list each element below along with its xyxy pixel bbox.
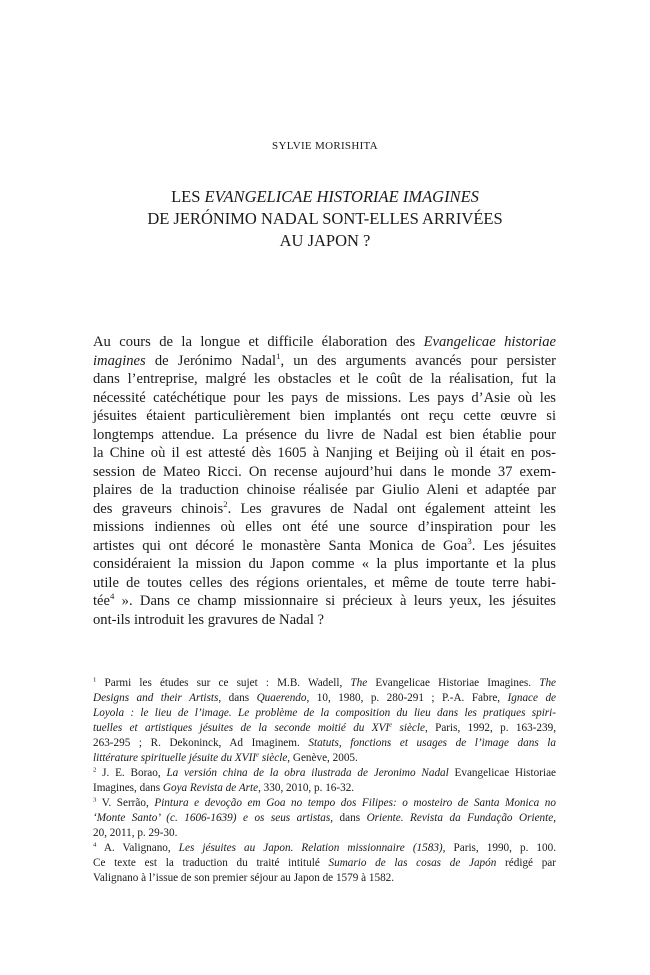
text: , dans — [218, 692, 257, 704]
text: Parmi les études sur ce sujet : M.B. Wadell, — [104, 677, 351, 689]
italic-text: siècle — [259, 752, 288, 764]
text: 263-295 ; R. Dekoninck, Ad Imaginem. — [93, 737, 309, 749]
italic-text: Sumario de las cosas de Japón — [328, 857, 497, 869]
body-line: ont-ils introduit les gravures de Nadal ? — [93, 611, 325, 628]
text: , 10, 1980, p. 280-291 ; P.-A. Fabre, — [306, 692, 508, 704]
body-line — [93, 333, 556, 352]
italic-text: Oriente. Revista da Fundação Oriente — [366, 812, 554, 824]
footnote-line: Valignano à l’issue de son premier séjour au Japon de 1579 à 1582. — [93, 872, 395, 884]
italic-text: La versión china de la obra ilustrada de Jeronimo Nadal — [166, 767, 449, 779]
footnote-line — [93, 781, 556, 796]
italic-text: The — [539, 677, 557, 689]
text: V. Serrão, — [101, 797, 155, 809]
body-line: missions indiennes où elles ont été une source d’inspiration pour les — [93, 519, 556, 535]
italic-text: Statuts, fonctions et usages de l’image dans la — [308, 737, 557, 749]
article-author: SYLVIE MORISHITA — [272, 140, 378, 152]
text: , Paris, 1992, p. 163-239, — [424, 722, 556, 734]
body-line — [93, 592, 556, 611]
footnote-line — [93, 721, 556, 736]
italic-text: ‘Monte Santo’ (c. 1606-1639) e os seus artistas — [93, 812, 331, 824]
body-line: considéraient la mission du Japon comme « la plus importante et la plus — [93, 556, 556, 572]
italic-text: imagines — [93, 352, 146, 369]
text: Evangelicae Historiae Imagines. — [367, 677, 540, 689]
footnote-line — [93, 811, 556, 826]
italic-text: Evangelicae historiae — [423, 334, 556, 350]
italic-text: Quaerendo — [256, 692, 307, 704]
footnote-line — [93, 736, 556, 751]
italic-text: littérature spirituelle jésuite du XVII — [93, 752, 257, 764]
text: Imagines, dans — [93, 782, 163, 794]
body-line: session de Mateo Ricci. On recense aujourd’hui dans le monde 37 exem- — [93, 463, 556, 480]
footnote-ref[interactable]: 2 — [223, 498, 228, 509]
body-paragraph — [93, 333, 556, 629]
footnote-line — [93, 706, 556, 721]
italic-text: siècle — [392, 722, 425, 734]
text: . Les jésuites — [471, 537, 557, 554]
footnote-line — [93, 676, 556, 691]
footnote-ref[interactable]: 4 — [110, 591, 115, 602]
footnote-line — [93, 751, 556, 766]
text: tée — [93, 593, 111, 609]
text: de Jerónimo Nadal — [145, 352, 277, 369]
italic-text: Pintura e devoção em Goa no tempo dos Filipes: o mosteiro de Santa Monica no — [154, 797, 556, 809]
body-line: la Chine où il est attesté dès 1605 à Nanjing et Beijing où il était en pos- — [93, 445, 556, 461]
article-title — [0, 186, 650, 252]
footnote-line: 20, 2011, p. 29-30. — [93, 827, 178, 839]
footnote-marker: 1 — [93, 676, 97, 684]
italic-text: Les jésuites au Japon. Relation missionnaire (1583), — [178, 842, 446, 854]
text: , un des arguments avancés pour persister — [280, 352, 556, 369]
superscript: e — [389, 721, 393, 729]
footnotes — [93, 676, 556, 886]
title-text: LES — [171, 187, 205, 206]
text: ». Dans ce champ missionnaire si précieux à leurs yeux, les jésuites — [114, 593, 556, 609]
text: , Genève, 2005. — [287, 752, 358, 764]
title-line: DE JERÓNIMO NADAL SONT-ELLES ARRIVÉES — [147, 209, 503, 228]
footnote-line — [93, 856, 556, 871]
italic-text: The — [350, 677, 368, 689]
italic-text: Ignace de — [507, 692, 557, 704]
text: A. Valignano, — [103, 842, 179, 854]
text: , — [553, 812, 556, 824]
body-line — [93, 500, 556, 519]
text: Evangelicae Historiae — [448, 767, 557, 779]
text: Paris, 1990, p. 100. — [445, 842, 557, 854]
body-line: plaires de la traduction chinoise réalisée par Giulio Aleni et adaptée par — [93, 482, 556, 498]
footnote-line — [93, 841, 556, 856]
italic-text: Goya Revista de Arte — [162, 782, 259, 794]
footnote-line — [93, 796, 556, 811]
italic-text: Loyola : le lieu de l’image. Le problème de la composition du lieu dans les pratiques spiri- — [93, 707, 556, 719]
footnote-marker: 2 — [93, 766, 97, 774]
text: J. E. Borao, — [102, 767, 167, 779]
body-line: jésuites étaient particulièrement bien implantés ont reçu cette œuvre si — [93, 408, 556, 424]
body-line: nécessité catéchétique pour les pays de missions. Les pays d’Asie où les — [93, 389, 556, 406]
body-line: utile de toutes celles des régions orientales, et même de toute terre habi- — [93, 574, 556, 591]
text: Ce texte est la traduction du traité intitulé — [93, 857, 329, 869]
text: des graveurs chinois — [93, 500, 224, 517]
footnote-line — [93, 691, 556, 706]
title-line: AU JAPON ? — [279, 231, 371, 250]
footnote-marker: 4 — [93, 841, 97, 849]
text: . Les gravures de Nadal ont également atteint les — [227, 500, 556, 517]
footnote-ref[interactable]: 1 — [276, 350, 281, 361]
title-line — [0, 186, 650, 208]
body-line: longtemps attendue. La présence du livre de Nadal est bien établie pour — [93, 426, 556, 443]
body-line: dans l’entreprise, malgré les obstacles et le coût de la réalisation, fut la — [93, 371, 556, 387]
text: artistes qui ont décoré le monastère Santa Monica de Goa — [93, 537, 468, 554]
text: , dans — [330, 812, 367, 824]
text: , 330, 2010, p. 16-32. — [258, 782, 355, 794]
footnote-line — [93, 766, 556, 781]
title-italic-text: EVANGELICAE HISTORIAE IMAGINES — [204, 187, 479, 206]
italic-text: tuelles et artistiques jésuites de la seconde moitié du XVI — [93, 722, 390, 734]
text: Au cours de la longue et difficile élaboration des — [93, 334, 424, 350]
text: rédigé par — [496, 857, 556, 869]
body-line — [93, 352, 556, 371]
footnote-marker: 3 — [93, 796, 97, 804]
superscript: e — [256, 751, 260, 759]
italic-text: Designs and their Artists — [93, 692, 219, 704]
footnote-ref[interactable]: 3 — [467, 535, 472, 546]
body-line — [93, 537, 556, 556]
